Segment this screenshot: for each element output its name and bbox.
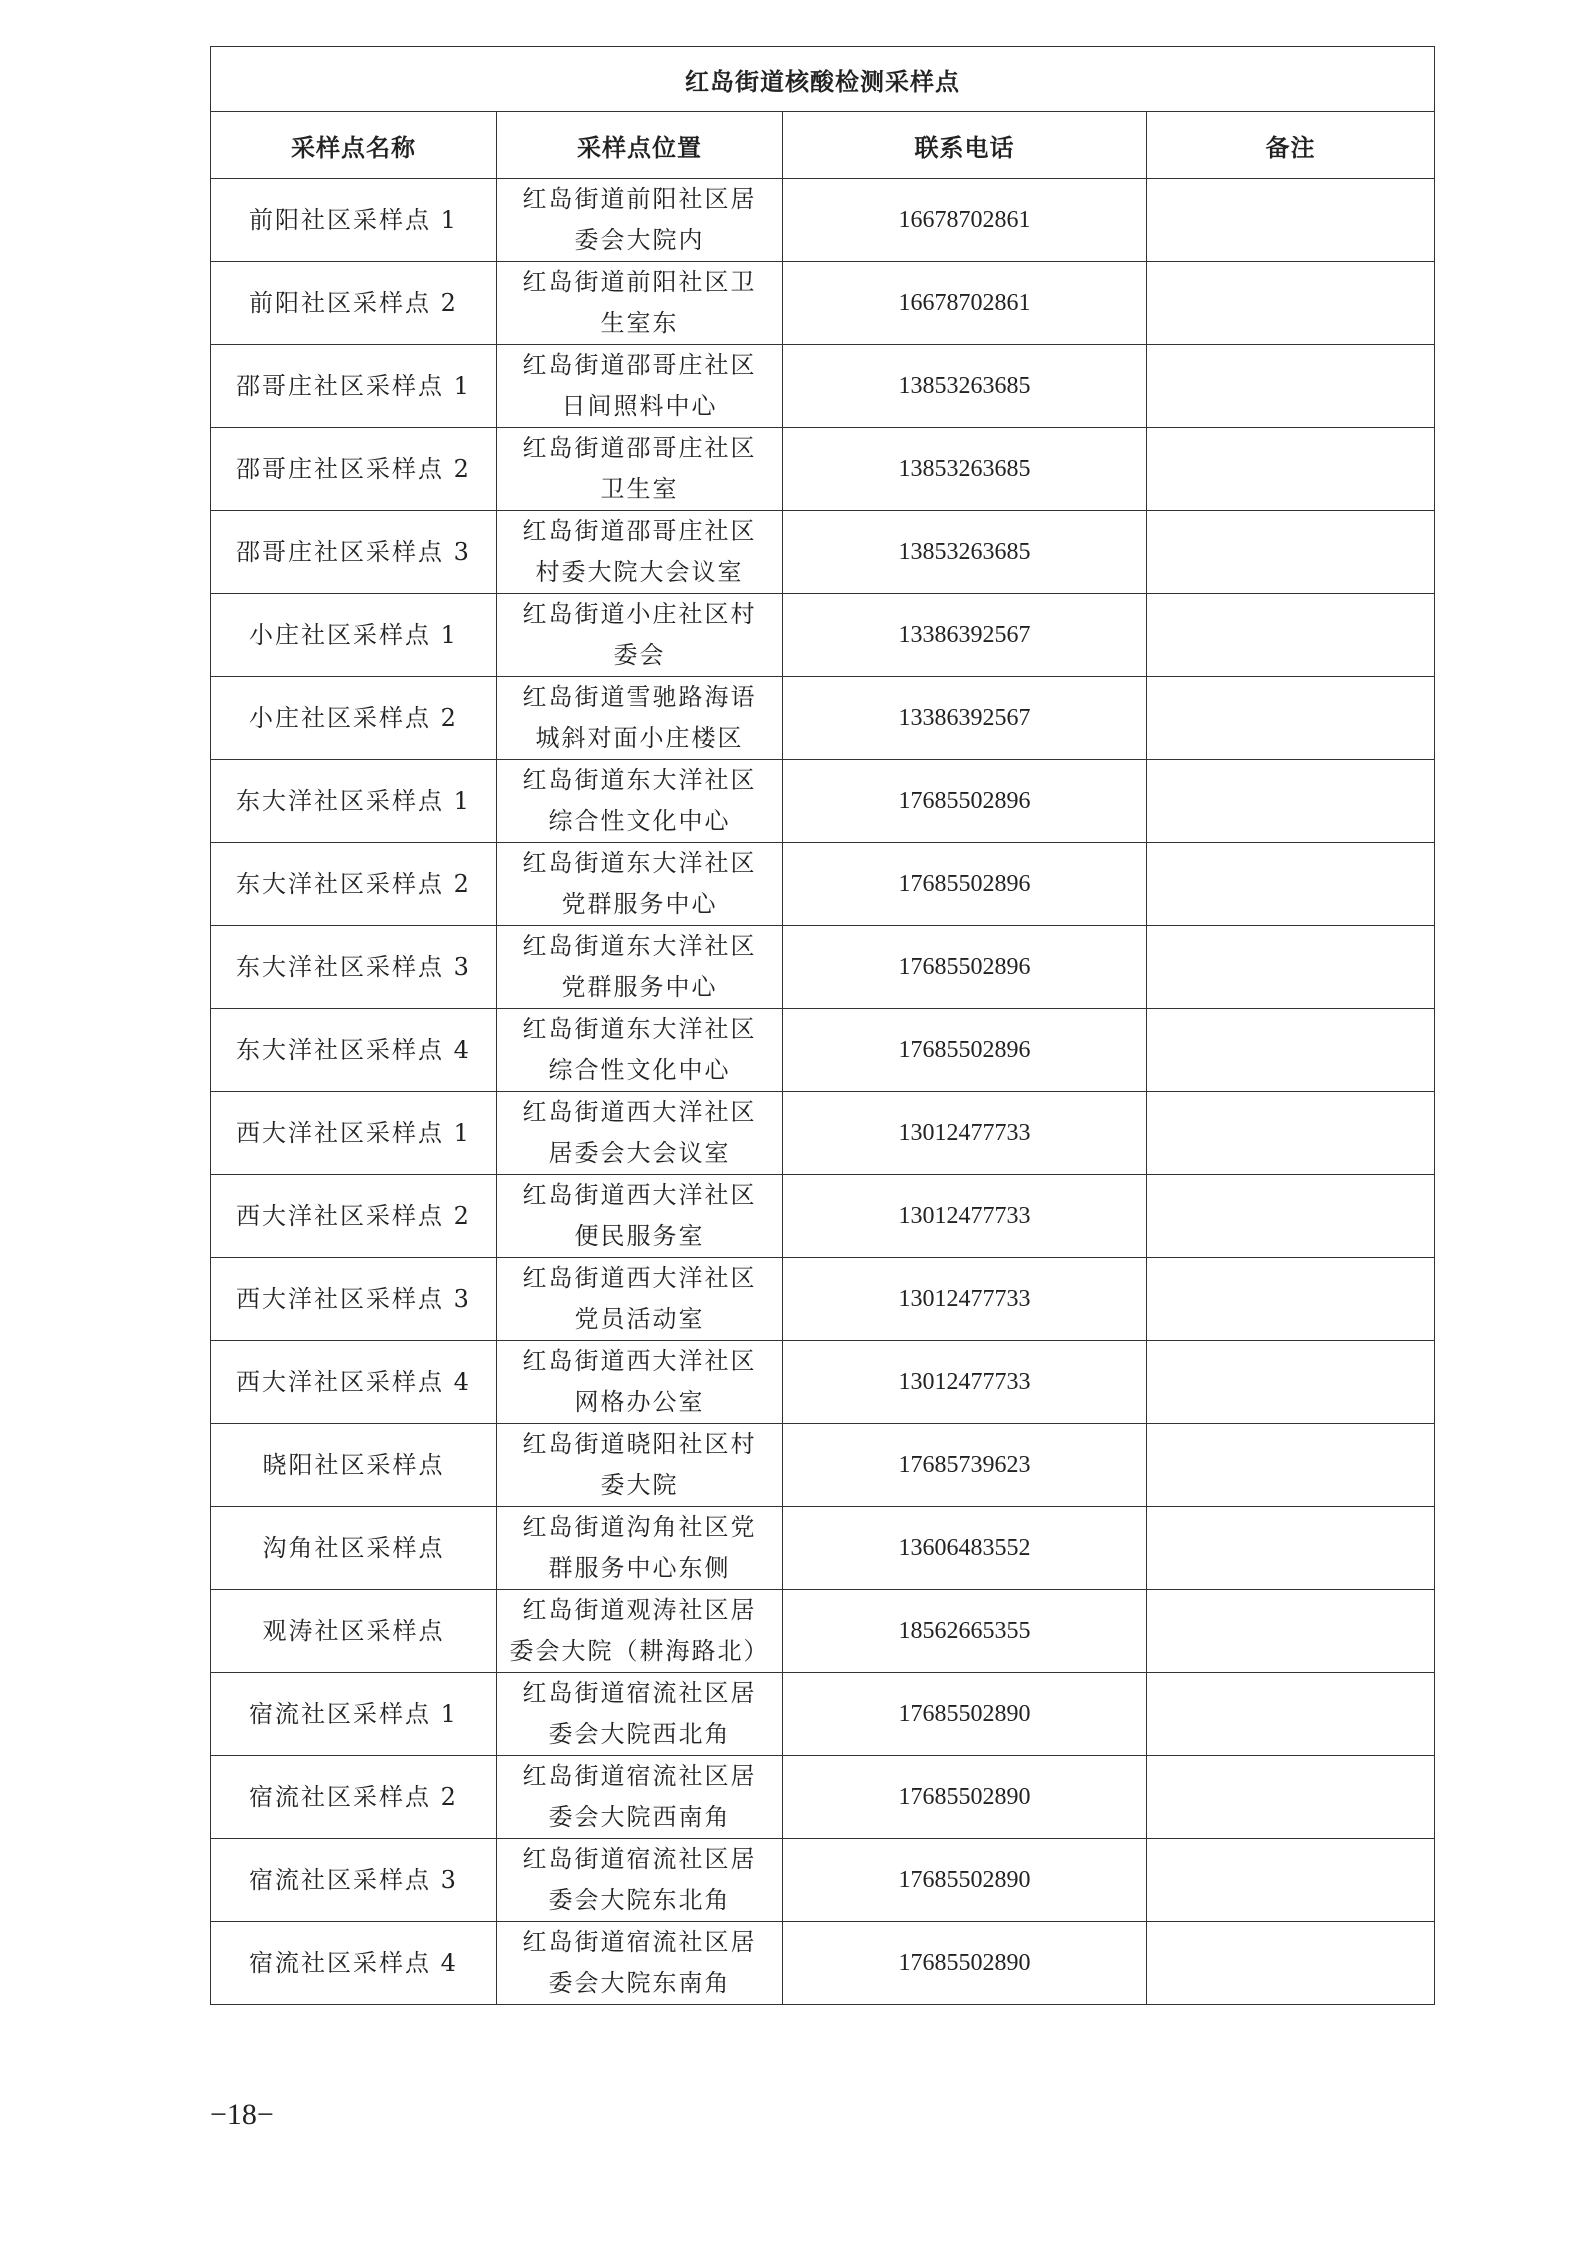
location-line: 红岛街道晓阳社区村 (522, 1430, 757, 1458)
sampling-point-name: 东大洋社区采样点 2 (211, 843, 497, 926)
note-cell (1147, 1092, 1435, 1175)
location-line: 红岛街道东大洋社区 (522, 849, 757, 877)
table-row (211, 760, 1435, 843)
location-line: 红岛街道西大洋社区 (522, 1181, 757, 1209)
location-line: 红岛街道西大洋社区 (522, 1098, 757, 1126)
location-line: 委会大院内 (574, 226, 705, 254)
table-row (211, 926, 1435, 1009)
location-line: 卫生室 (600, 475, 679, 503)
note-cell (1147, 345, 1435, 428)
sampling-point-name: 前阳社区采样点 1 (211, 179, 497, 262)
sampling-point-name: 东大洋社区采样点 1 (211, 760, 497, 843)
note-cell (1147, 1009, 1435, 1092)
sampling-point-name: 东大洋社区采样点 4 (211, 1009, 497, 1092)
table-row (211, 1009, 1435, 1092)
sampling-point-location (497, 511, 783, 594)
note-cell (1147, 926, 1435, 1009)
location-line: 党群服务中心 (561, 973, 718, 1001)
location-line: 委大院 (600, 1471, 679, 1499)
sampling-point-location (497, 1175, 783, 1258)
sampling-point-name: 宿流社区采样点 1 (211, 1673, 497, 1756)
contact-phone: 13386392567 (783, 594, 1147, 677)
sampling-point-location (497, 1590, 783, 1673)
note-cell (1147, 843, 1435, 926)
sampling-points-table (210, 46, 1435, 2005)
location-line: 红岛街道小庄社区村 (522, 600, 757, 628)
location-line: 委会大院西北角 (548, 1720, 731, 1748)
contact-phone: 17685502896 (783, 760, 1147, 843)
note-cell (1147, 1507, 1435, 1590)
location-line: 网格办公室 (574, 1388, 705, 1416)
note-cell (1147, 594, 1435, 677)
header-name: 采样点名称 (211, 112, 497, 179)
location-line: 委会大院西南角 (548, 1803, 731, 1831)
sampling-point-name: 邵哥庄社区采样点 1 (211, 345, 497, 428)
sampling-point-name: 宿流社区采样点 4 (211, 1922, 497, 2005)
contact-phone: 16678702861 (783, 179, 1147, 262)
location-line: 便民服务室 (574, 1222, 705, 1250)
contact-phone: 17685502890 (783, 1922, 1147, 2005)
location-line: 红岛街道邵哥庄社区 (522, 434, 757, 462)
table-row (211, 262, 1435, 345)
table-row (211, 843, 1435, 926)
location-line: 红岛街道宿流社区居 (522, 1845, 757, 1873)
location-line: 城斜对面小庄楼区 (535, 724, 744, 752)
contact-phone: 13012477733 (783, 1092, 1147, 1175)
contact-phone: 16678702861 (783, 262, 1147, 345)
note-cell (1147, 760, 1435, 843)
table-row (211, 1341, 1435, 1424)
note-cell (1147, 677, 1435, 760)
table-row (211, 1922, 1435, 2005)
note-cell (1147, 1673, 1435, 1756)
contact-phone: 17685739623 (783, 1424, 1147, 1507)
sampling-point-location (497, 1424, 783, 1507)
table-title-row (211, 47, 1435, 112)
sampling-point-location (497, 428, 783, 511)
table-row (211, 179, 1435, 262)
location-line: 红岛街道观涛社区居 (522, 1596, 757, 1624)
location-line: 红岛街道宿流社区居 (522, 1679, 757, 1707)
table-row (211, 1673, 1435, 1756)
location-line: 党群服务中心 (561, 890, 718, 918)
location-line: 群服务中心东侧 (548, 1554, 731, 1582)
location-line: 综合性文化中心 (548, 1056, 731, 1084)
location-line: 综合性文化中心 (548, 807, 731, 835)
sampling-point-name: 东大洋社区采样点 3 (211, 926, 497, 1009)
sampling-point-location (497, 1009, 783, 1092)
table-row (211, 1092, 1435, 1175)
table-row (211, 1258, 1435, 1341)
sampling-point-name: 晓阳社区采样点 (211, 1424, 497, 1507)
table-header-row (211, 112, 1435, 179)
sampling-point-location (497, 1839, 783, 1922)
sampling-point-name: 小庄社区采样点 1 (211, 594, 497, 677)
table-row (211, 1590, 1435, 1673)
location-line: 日间照料中心 (561, 392, 718, 420)
table-row (211, 1424, 1435, 1507)
table-row (211, 511, 1435, 594)
contact-phone: 17685502896 (783, 843, 1147, 926)
location-line: 红岛街道邵哥庄社区 (522, 517, 757, 545)
sampling-point-location (497, 345, 783, 428)
location-line: 红岛街道前阳社区卫 (522, 268, 757, 296)
contact-phone: 13386392567 (783, 677, 1147, 760)
location-line: 红岛街道东大洋社区 (522, 1015, 757, 1043)
contact-phone: 13853263685 (783, 511, 1147, 594)
location-line: 红岛街道宿流社区居 (522, 1762, 757, 1790)
contact-phone: 18562665355 (783, 1590, 1147, 1673)
location-line: 红岛街道西大洋社区 (522, 1264, 757, 1292)
sampling-point-location (497, 1756, 783, 1839)
sampling-point-name: 宿流社区采样点 3 (211, 1839, 497, 1922)
sampling-point-location (497, 926, 783, 1009)
sampling-point-name: 小庄社区采样点 2 (211, 677, 497, 760)
sampling-point-location (497, 1258, 783, 1341)
table-row (211, 428, 1435, 511)
contact-phone: 17685502890 (783, 1673, 1147, 1756)
sampling-point-name: 邵哥庄社区采样点 2 (211, 428, 497, 511)
table-row (211, 677, 1435, 760)
location-line: 委会 (613, 641, 666, 669)
location-line: 红岛街道前阳社区居 (522, 185, 757, 213)
contact-phone: 13012477733 (783, 1258, 1147, 1341)
location-line: 委会大院（耕海路北） (509, 1637, 770, 1665)
sampling-point-location (497, 594, 783, 677)
table-row (211, 1175, 1435, 1258)
sampling-point-name: 宿流社区采样点 2 (211, 1756, 497, 1839)
contact-phone: 17685502896 (783, 926, 1147, 1009)
contact-phone: 13853263685 (783, 345, 1147, 428)
location-line: 红岛街道东大洋社区 (522, 932, 757, 960)
contact-phone: 13606483552 (783, 1507, 1147, 1590)
note-cell (1147, 1175, 1435, 1258)
sampling-point-name: 西大洋社区采样点 4 (211, 1341, 497, 1424)
table-title: 红岛街道核酸检测采样点 (211, 47, 1435, 112)
header-phone: 联系电话 (783, 112, 1147, 179)
note-cell (1147, 1756, 1435, 1839)
page-number: −18− (210, 2098, 274, 2131)
table-row (211, 345, 1435, 428)
sampling-point-location (497, 1092, 783, 1175)
sampling-point-location (497, 677, 783, 760)
note-cell (1147, 1341, 1435, 1424)
contact-phone: 13012477733 (783, 1175, 1147, 1258)
location-line: 党员活动室 (574, 1305, 705, 1333)
table-row (211, 1756, 1435, 1839)
sampling-point-name: 观涛社区采样点 (211, 1590, 497, 1673)
location-line: 红岛街道西大洋社区 (522, 1347, 757, 1375)
contact-phone: 13012477733 (783, 1341, 1147, 1424)
sampling-point-name: 沟角社区采样点 (211, 1507, 497, 1590)
header-location: 采样点位置 (497, 112, 783, 179)
note-cell (1147, 1424, 1435, 1507)
contact-phone: 13853263685 (783, 428, 1147, 511)
sampling-point-location (497, 1922, 783, 2005)
location-line: 委会大院东北角 (548, 1886, 731, 1914)
location-line: 红岛街道邵哥庄社区 (522, 351, 757, 379)
sampling-point-name: 西大洋社区采样点 3 (211, 1258, 497, 1341)
contact-phone: 17685502890 (783, 1756, 1147, 1839)
note-cell (1147, 262, 1435, 345)
note-cell (1147, 1590, 1435, 1673)
location-line: 委会大院东南角 (548, 1969, 731, 1997)
sampling-point-location (497, 262, 783, 345)
sampling-point-name: 西大洋社区采样点 2 (211, 1175, 497, 1258)
location-line: 生室东 (600, 309, 679, 337)
contact-phone: 17685502896 (783, 1009, 1147, 1092)
sampling-point-name: 前阳社区采样点 2 (211, 262, 497, 345)
location-line: 红岛街道雪驰路海语 (522, 683, 757, 711)
note-cell (1147, 511, 1435, 594)
table-body (211, 179, 1435, 2005)
sampling-point-location (497, 1507, 783, 1590)
sampling-point-location (497, 1341, 783, 1424)
note-cell (1147, 1258, 1435, 1341)
sampling-point-location (497, 843, 783, 926)
note-cell (1147, 179, 1435, 262)
location-line: 村委大院大会议室 (535, 558, 744, 586)
note-cell (1147, 428, 1435, 511)
sampling-point-name: 西大洋社区采样点 1 (211, 1092, 497, 1175)
location-line: 居委会大会议室 (548, 1139, 731, 1167)
location-line: 红岛街道沟角社区党 (522, 1513, 757, 1541)
sampling-point-location (497, 1673, 783, 1756)
header-note: 备注 (1147, 112, 1435, 179)
location-line: 红岛街道宿流社区居 (522, 1928, 757, 1956)
table-row (211, 1839, 1435, 1922)
sampling-point-name: 邵哥庄社区采样点 3 (211, 511, 497, 594)
sampling-point-location (497, 179, 783, 262)
note-cell (1147, 1922, 1435, 2005)
table-row (211, 594, 1435, 677)
location-line: 红岛街道东大洋社区 (522, 766, 757, 794)
note-cell (1147, 1839, 1435, 1922)
sampling-point-location (497, 760, 783, 843)
table-row (211, 1507, 1435, 1590)
contact-phone: 17685502890 (783, 1839, 1147, 1922)
